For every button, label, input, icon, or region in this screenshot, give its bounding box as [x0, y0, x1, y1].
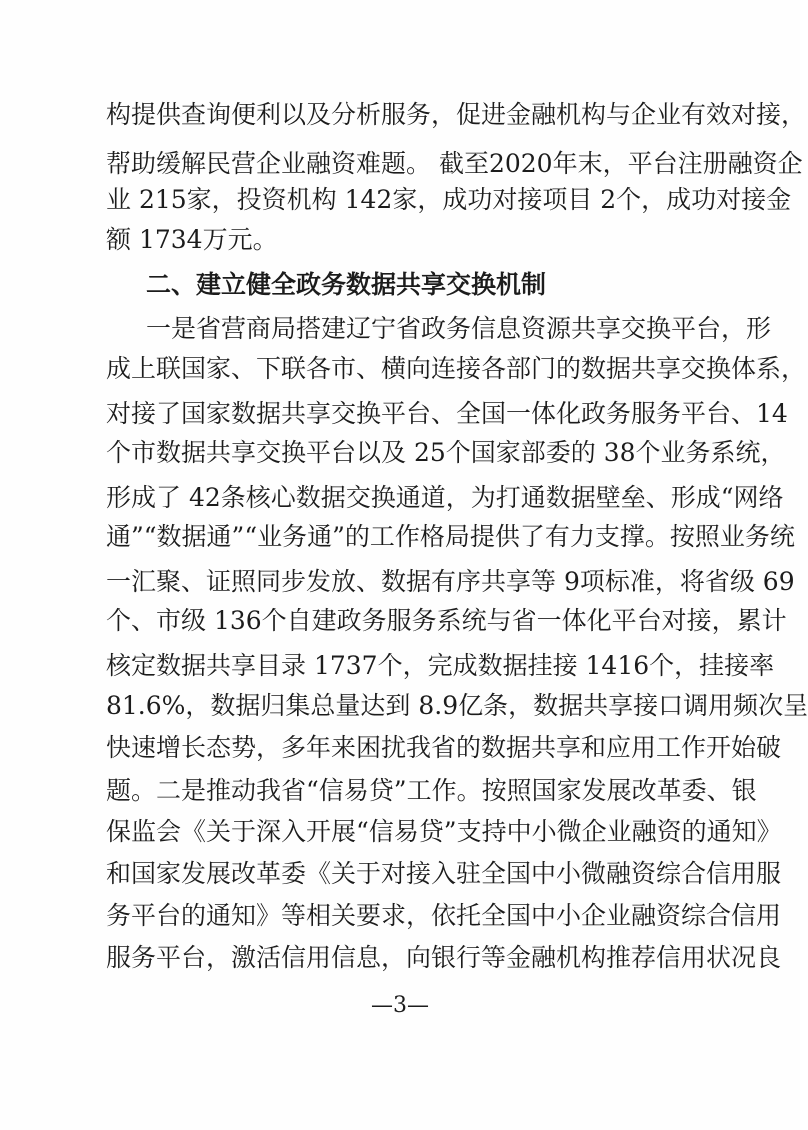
- text-line-8: 对接了国家数据共享交换平台、全国一体化政务服务平台、14: [106, 399, 788, 428]
- text-line-6: 一是省营商局搭建辽宁省政务信息资源共享交换平台，形: [146, 314, 772, 343]
- text-line-7: 成上联国家、下联各市、横向连接各部门的数据共享交换体系，: [106, 354, 807, 383]
- text-line-20: 务平台的通知》等相关要求，依托全国中小企业融资综合信用: [106, 901, 782, 930]
- text-line-16: 快速增长态势，多年来困扰我省的数据共享和应用工作开始破: [106, 733, 782, 762]
- text-line-13: 个、市级 136个自建政务服务系统与省一体化平台对接，累计: [106, 606, 787, 635]
- section-heading: 二、建立健全政务数据共享交换机制: [146, 270, 547, 299]
- text-line-17: 题。二是推动我省“信易贷”工作。按照国家发展改革委、银: [106, 776, 757, 805]
- text-line-21: 服务平台，激活信用信息，向银行等金融机构推荐信用状况良: [106, 943, 782, 972]
- page-number: —3—: [371, 993, 429, 1018]
- text-line-14: 核定数据共享目录 1737个，完成数据挂接 1416个，挂接率: [106, 651, 775, 680]
- text-line-4: 额 1734万元。: [106, 225, 278, 254]
- text-line-10: 形成了 42条核心数据交换通道，为打通数据壁垒、形成“网络: [106, 483, 784, 512]
- text-line-12: 一汇聚、证照同步发放、数据有序共享等 9项标准，将省级 69: [106, 567, 795, 596]
- text-line-19: 和国家发展改革委《关于对接入驻全国中小微融资综合信用服: [106, 859, 782, 888]
- text-line-9: 个市数据共享交换平台以及 25个国家部委的 38个业务系统，: [106, 438, 786, 467]
- text-line-11: 通”“数据通”“业务通”的工作格局提供了有力支撑。按照业务统: [106, 522, 795, 551]
- text-line-1: 构提供查询便利以及分析服务，促进金融机构与企业有效对接，: [106, 100, 807, 129]
- text-line-3: 业 215家，投资机构 142家，成功对接项目 2个，成功对接金: [106, 185, 792, 214]
- text-line-18: 保监会《关于深入开展“信易贷”支持中小微企业融资的通知》: [106, 817, 782, 846]
- text-line-2: 帮助缓解民营企业融资难题。 截至2020年末，平台注册融资企: [106, 149, 803, 178]
- text-line-15: 81.6%，数据归集总量达到 8.9亿条，数据共享接口调用频次呈: [106, 691, 808, 720]
